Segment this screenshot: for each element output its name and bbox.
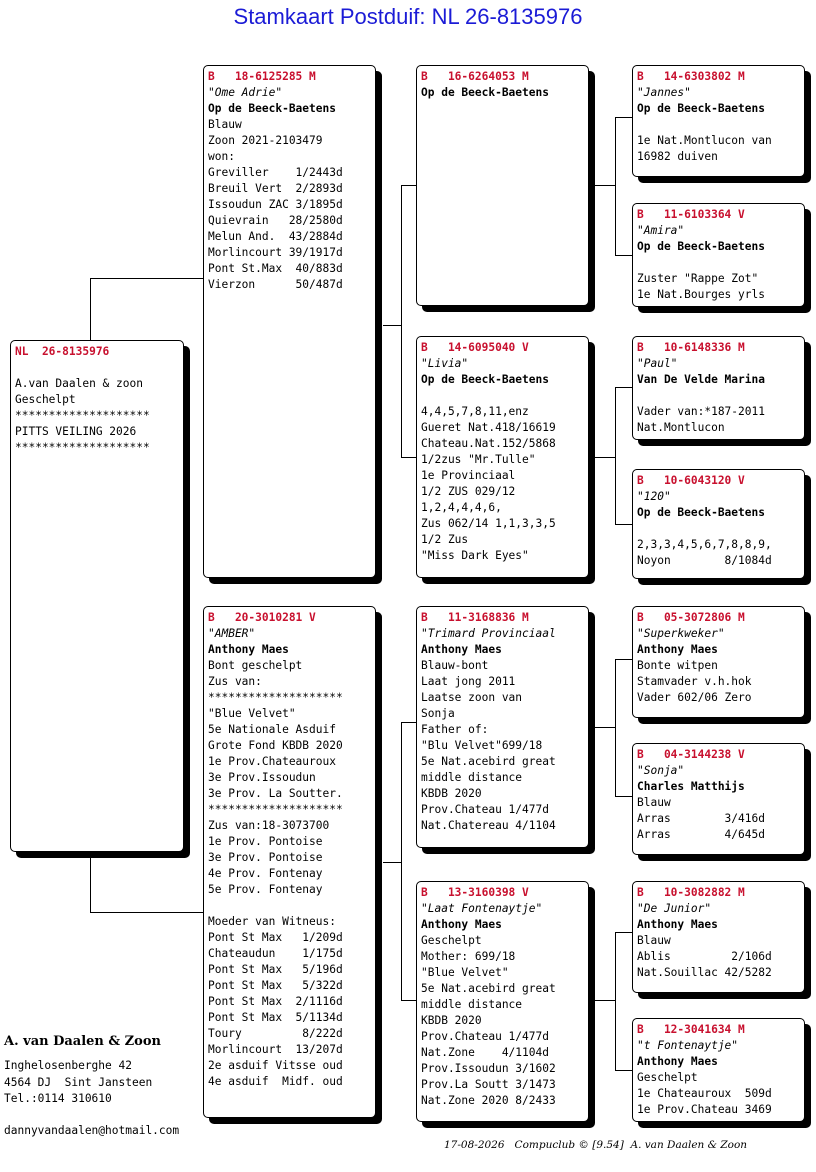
ring-number: B 12-3041634 M: [637, 1023, 745, 1036]
connector-line: [401, 1000, 417, 1001]
pigeon-card-mfm: [632, 743, 805, 855]
info-line: 2,3,3,4,5,6,7,8,8,9,: [637, 538, 772, 551]
info-line: PITTS VEILING 2026: [15, 425, 137, 438]
info-line: Morlincourt 39/1917d: [208, 246, 343, 259]
pigeon-name: "Trimard Provinciaal: [421, 627, 556, 640]
ring-number: B 14-6303802 M: [637, 70, 745, 83]
ring-number: B 10-3082882 M: [637, 886, 745, 899]
info-line: 5e Prov. Fontenay: [208, 883, 323, 896]
info-line: ********************: [208, 691, 343, 704]
info-line: [15, 360, 179, 376]
info-line: Stamvader v.h.hok: [637, 675, 752, 688]
pigeon-owner: Anthony Maes: [208, 643, 289, 656]
breeder-email: dannyvandaalen@hotmail.com: [4, 1124, 180, 1137]
info-line: Pont St Max 1/209d: [208, 931, 343, 944]
info-line: Geschelpt: [421, 934, 482, 947]
info-line: Blauw: [208, 118, 242, 131]
ring-number: B 16-6264053 M: [421, 70, 529, 83]
pigeon-owner: Anthony Maes: [637, 918, 718, 931]
info-line: Arras 4/645d: [637, 828, 765, 841]
page-title: Stamkaart Postduif: NL 26-8135976: [233, 4, 583, 29]
info-line: 1e Provinciaal: [421, 469, 516, 482]
pigeon-name: "AMBER": [208, 627, 256, 640]
info-line: 4,4,5,7,8,11,enz: [421, 405, 529, 418]
info-line: Pont St Max 2/1116d: [208, 995, 343, 1008]
info-line: [208, 898, 371, 914]
pigeon-owner: Op de Beeck-Baetens: [421, 86, 549, 99]
breeder-phone: Tel.:0114 310610: [4, 1092, 112, 1105]
connector-line: [615, 796, 633, 797]
connector-line: [595, 727, 615, 728]
info-line: ********************: [15, 441, 150, 454]
info-line: "Blue Velvet": [208, 707, 296, 720]
info-line: won:: [208, 150, 235, 163]
info-line: Pont St Max 5/196d: [208, 963, 343, 976]
info-line: KBDB 2020: [421, 1014, 482, 1027]
pigeon-card-father: [203, 65, 376, 578]
info-line: [637, 521, 800, 537]
pigeon-owner: Anthony Maes: [421, 918, 502, 931]
connector-line: [615, 255, 633, 256]
info-line: 1/2zus "Mr.Tulle": [421, 453, 536, 466]
info-line: [637, 255, 800, 271]
pigeon-name: "Jannes": [637, 86, 691, 99]
info-line: Nat.Souillac 42/5282: [637, 966, 772, 979]
pigeon-card-subject: [10, 340, 184, 852]
pigeon-owner: Van De Velde Marina: [637, 373, 765, 386]
connector-line: [90, 912, 204, 913]
info-line: Prov.La Soutt 3/1473: [421, 1078, 556, 1091]
info-line: 1e Nat.Montlucon van: [637, 134, 772, 147]
pigeon-owner: Anthony Maes: [637, 643, 718, 656]
pigeon-card-fm: [416, 336, 589, 578]
info-line: 1/2 Zus: [421, 533, 469, 546]
info-line: Quievrain 28/2580d: [208, 214, 343, 227]
pigeon-card-fff: [632, 65, 805, 177]
ring-number: B 20-3010281 V: [208, 611, 316, 624]
connector-line: [595, 1000, 615, 1001]
info-line: 2e asduif Vitsse oud: [208, 1059, 343, 1072]
info-line: [637, 117, 800, 133]
info-line: Pont St.Max 40/883d: [208, 262, 343, 275]
pigeon-owner: Op de Beeck-Baetens: [637, 240, 765, 253]
pigeon-card-fmf: [632, 336, 805, 440]
info-line: 1e Nat.Bourges yrls: [637, 288, 765, 301]
connector-line: [615, 932, 616, 1070]
connector-line: [90, 278, 91, 340]
connector-line: [401, 457, 417, 458]
info-line: 16982 duiven: [637, 150, 718, 163]
info-line: Blauw-bont: [421, 659, 489, 672]
ring-number: B 04-3144238 V: [637, 748, 745, 761]
breeder-name: A. van Daalen & Zoon: [4, 1034, 161, 1049]
info-line: Laatse zoon van: [421, 691, 523, 704]
info-line: Melun And. 43/2884d: [208, 230, 343, 243]
info-line: Nat.Zone 2020 8/2433: [421, 1094, 556, 1107]
connector-line: [615, 387, 633, 388]
info-line: 1,2,4,4,4,6,: [421, 501, 502, 514]
pigeon-card-mmm: [632, 1018, 805, 1122]
connector-line: [615, 117, 616, 255]
connector-line: [401, 185, 417, 186]
connector-line: [401, 722, 402, 1000]
info-line: 1e Prov.Chateauroux: [208, 755, 336, 768]
ring-number: B 14-6095040 V: [421, 341, 529, 354]
info-line: ********************: [15, 409, 150, 422]
info-line: [421, 388, 584, 404]
info-line: middle distance: [421, 998, 523, 1011]
pigeon-name: "Paul": [637, 357, 678, 370]
info-line: Prov.Chateau 1/477d: [421, 803, 549, 816]
info-line: Bonte witpen: [637, 659, 718, 672]
pigeon-name: "t Fontenaytje": [637, 1039, 739, 1052]
pigeon-card-ff: [416, 65, 589, 306]
info-line: Noyon 8/1084d: [637, 554, 772, 567]
ring-number: B 10-6043120 V: [637, 474, 745, 487]
pigeon-name: "Sonja": [637, 764, 685, 777]
info-line: Pont St Max 5/322d: [208, 979, 343, 992]
info-line: Issoudun ZAC 3/1895d: [208, 198, 343, 211]
info-line: 3e Prov.Issoudun: [208, 771, 316, 784]
info-line: 1e Prov. Pontoise: [208, 835, 323, 848]
connector-line: [595, 185, 615, 186]
pigeon-card-fmm: [632, 469, 805, 579]
pigeon-owner: Op de Beeck-Baetens: [208, 102, 336, 115]
connector-line: [615, 524, 633, 525]
ring-number: B 11-6103364 V: [637, 208, 745, 221]
info-line: Blauw: [637, 796, 671, 809]
info-line: Gueret Nat.418/16619: [421, 421, 556, 434]
pigeon-name: "Amira": [637, 224, 685, 237]
info-line: Prov.Issoudun 3/1602: [421, 1062, 556, 1075]
info-line: Geschelpt: [637, 1071, 698, 1084]
info-line: Moeder van Witneus:: [208, 915, 336, 928]
info-line: Zuster "Rappe Zot": [637, 272, 759, 285]
info-line: 5e Nat.acebird great: [421, 982, 556, 995]
info-line: Grote Fond KBDB 2020: [208, 739, 343, 752]
info-line: middle distance: [421, 771, 523, 784]
connector-line: [401, 722, 417, 723]
info-line: Zus van:18-3073700: [208, 819, 330, 832]
connector-line: [383, 325, 401, 326]
info-line: Pont St Max 5/1134d: [208, 1011, 343, 1024]
info-line: Toury 8/222d: [208, 1027, 343, 1040]
ring-number: B 05-3072806 M: [637, 611, 745, 624]
ring-number: NL 26-8135976: [15, 345, 110, 358]
info-line: Zus 062/14 1,1,3,3,5: [421, 517, 556, 530]
info-line: 4e asduif Midf. oud: [208, 1075, 343, 1088]
pigeon-name: "Livia": [421, 357, 469, 370]
connector-line: [90, 852, 91, 912]
info-line: [637, 388, 800, 404]
info-line: Vierzon 50/487d: [208, 278, 343, 291]
info-line: Father of:: [421, 723, 489, 736]
info-line: 3e Prov. Pontoise: [208, 851, 323, 864]
info-line: Sonja: [421, 707, 455, 720]
connector-line: [615, 932, 633, 933]
info-line: A.van Daalen & zoon: [15, 377, 143, 390]
info-line: Bont geschelpt: [208, 659, 303, 672]
info-line: Morlincourt 13/207d: [208, 1043, 343, 1056]
info-line: Breuil Vert 2/2893d: [208, 182, 343, 195]
info-line: KBDB 2020: [421, 787, 482, 800]
pigeon-card-mff: [632, 606, 805, 718]
pigeon-name: "Superkweker": [637, 627, 725, 640]
info-line: Nat.Chatereau 4/1104: [421, 819, 556, 832]
info-line: ********************: [208, 803, 343, 816]
connector-line: [595, 457, 615, 458]
info-line: "Blu Velvet"699/18: [421, 739, 543, 752]
pigeon-card-mf: [416, 606, 589, 848]
ring-number: B 11-3168836 M: [421, 611, 529, 624]
pigeon-owner: Charles Matthijs: [637, 780, 745, 793]
connector-line: [383, 862, 401, 863]
info-line: Nat.Zone 4/1104d: [421, 1046, 549, 1059]
connector-line: [615, 117, 633, 118]
pigeon-owner: Anthony Maes: [421, 643, 502, 656]
info-line: Blauw: [637, 934, 671, 947]
info-line: 5e Nat.acebird great: [421, 755, 556, 768]
info-line: Geschelpt: [15, 393, 76, 406]
ring-number: B 10-6148336 M: [637, 341, 745, 354]
pigeon-card-mm: [416, 881, 589, 1122]
info-line: Ablis 2/106d: [637, 950, 772, 963]
pigeon-card-mother: [203, 606, 376, 1118]
info-line: Mother: 699/18: [421, 950, 516, 963]
info-line: Arras 3/416d: [637, 812, 765, 825]
breeder-address-street: Inghelosenberghe 42: [4, 1059, 132, 1072]
pigeon-card-mmf: [632, 881, 805, 993]
ring-number: B 13-3160398 V: [421, 886, 529, 899]
connector-line: [401, 185, 402, 457]
connector-line: [615, 387, 616, 524]
breeder-address-city: 4564 DJ Sint Jansteen: [4, 1076, 153, 1089]
info-line: Zus van:: [208, 675, 262, 688]
info-line: Prov.Chateau 1/477d: [421, 1030, 549, 1043]
info-line: 1/2 ZUS 029/12: [421, 485, 516, 498]
info-line: 1e Prov.Chateau 3469: [637, 1103, 772, 1116]
info-line: 3e Prov. La Soutter.: [208, 787, 343, 800]
ring-number: B 18-6125285 M: [208, 70, 316, 83]
pigeon-name: "De Junior": [637, 902, 712, 915]
footer-text: 17-08-2026 Compuclub © [9.54] A. van Daalen & Zoon: [444, 1139, 748, 1151]
info-line: Laat jong 2011: [421, 675, 516, 688]
pigeon-owner: Op de Beeck-Baetens: [637, 102, 765, 115]
info-line: Vader 602/06 Zero: [637, 691, 752, 704]
pigeon-owner: Op de Beeck-Baetens: [421, 373, 549, 386]
info-line: "Blue Velvet": [421, 966, 509, 979]
info-line: 5e Nationale Asduif: [208, 723, 336, 736]
connector-line: [615, 659, 616, 796]
pigeon-owner: Anthony Maes: [637, 1055, 718, 1068]
info-line: Chateaudun 1/175d: [208, 947, 343, 960]
info-line: Greviller 1/2443d: [208, 166, 343, 179]
info-line: Chateau.Nat.152/5868: [421, 437, 556, 450]
connector-line: [90, 278, 204, 279]
pigeon-name: "120": [637, 490, 671, 503]
info-line: Zoon 2021-2103479: [208, 134, 323, 147]
connector-line: [615, 1070, 633, 1071]
info-line: Vader van:*187-2011: [637, 405, 765, 418]
info-line: 4e Prov. Fontenay: [208, 867, 323, 880]
pigeon-name: "Ome Adrie": [208, 86, 283, 99]
info-line: "Miss Dark Eyes": [421, 549, 529, 562]
info-line: 1e Chateauroux 509d: [637, 1087, 772, 1100]
pigeon-card-ffm: [632, 203, 805, 307]
pigeon-name: "Laat Fontenaytje": [421, 902, 543, 915]
info-line: Nat.Montlucon: [637, 421, 725, 434]
pigeon-owner: Op de Beeck-Baetens: [637, 506, 765, 519]
connector-line: [615, 659, 633, 660]
